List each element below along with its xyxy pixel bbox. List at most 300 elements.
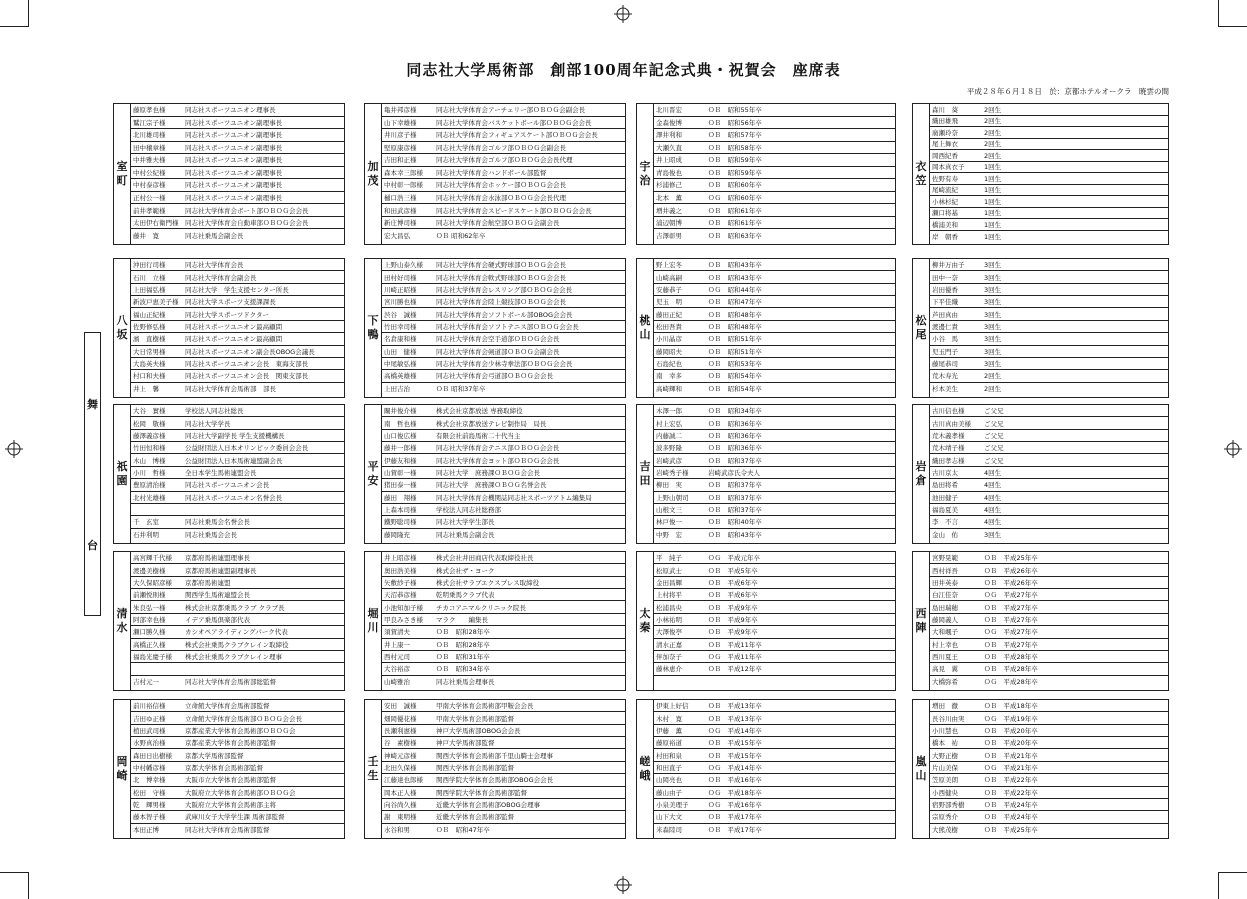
- seat-row: [131, 129, 344, 142]
- guest-name: 片山美保: [932, 763, 958, 772]
- guest-role: 甲南大学体育会馬術部甲鞍会会長: [436, 702, 534, 711]
- guest-role: 1回生: [984, 209, 1002, 218]
- seat-row: [654, 516, 895, 528]
- guest-name: 廣瀬玲奈: [932, 128, 958, 137]
- seat-row: [131, 737, 344, 749]
- seat-row: [930, 430, 1168, 442]
- guest-name: 新波戸恵美子様: [133, 298, 179, 307]
- guest-name: 古川京太: [932, 468, 958, 477]
- guest-name: 橋浦美和: [932, 220, 958, 229]
- guest-name: 正村公一様: [133, 193, 166, 202]
- guest-name: 高崎輝和: [656, 385, 682, 394]
- guest-role: ＯＢ 昭和60年卒: [708, 181, 762, 190]
- seat-row: [654, 492, 895, 504]
- seat-row: [382, 417, 625, 429]
- seat-row: [930, 333, 1168, 345]
- guest-role: イデア乗馬倶楽部代表: [185, 615, 250, 624]
- seat-row: [930, 370, 1168, 382]
- seat-row: [930, 824, 1168, 836]
- guest-name: 上野山朝司: [656, 493, 689, 502]
- guest-name: 大野正樹: [932, 751, 958, 760]
- seat-row: [654, 712, 895, 724]
- guest-name: 西村祥吾: [932, 566, 958, 575]
- guest-name: 小池知加子様: [384, 603, 423, 612]
- guest-name: 岩崎武彦: [656, 456, 682, 465]
- guest-name: 池田健子: [932, 493, 958, 502]
- seat-row: [382, 552, 625, 564]
- guest-role: ＯＧ 平成元年卒: [708, 554, 760, 563]
- guest-name: 木山 博様: [133, 456, 166, 465]
- seat-row: [930, 787, 1168, 799]
- seat-row: [131, 217, 344, 230]
- guest-name: 渡邊美樹様: [133, 566, 166, 575]
- guest-role: ＯＢ 平成9年卒: [708, 603, 758, 612]
- guest-name: 千 玄室: [133, 518, 159, 527]
- stage-label-1: 舞: [87, 397, 98, 411]
- guest-name: 浦辺朝博: [656, 219, 682, 228]
- guest-name: 児玉 明: [656, 298, 682, 307]
- table-name: 平 安: [365, 405, 382, 543]
- seat-row: [930, 454, 1168, 466]
- guest-role: 株式会社京都乗馬クラブ クラブ長: [185, 603, 285, 612]
- guest-role: 同志社大学体育会ソフトボール部OBOG会会長: [436, 310, 573, 319]
- guest-name: 大和颯子: [932, 628, 958, 637]
- seat-row: [131, 725, 344, 737]
- guest-name: 岩崎秀子様: [656, 468, 689, 477]
- guest-name: 米森陸司: [656, 826, 682, 835]
- guest-role: 京都大学体育会馬術部監督: [185, 763, 263, 772]
- seat-row: [382, 787, 625, 799]
- guest-role: 2回生: [984, 117, 1002, 126]
- guest-role: ＯＢ 昭和61年卒: [708, 206, 762, 215]
- crop-mark-top-left: [0, 0, 29, 27]
- guest-name: 奥田浩美様: [384, 566, 417, 575]
- guest-role: 同志社大学体育会バスケットボール部ＯＢＯＧ会会長: [436, 118, 592, 127]
- seat-row: [654, 454, 895, 466]
- guest-role: ＯＢ 平成6年卒: [708, 578, 758, 587]
- seat-row: [131, 308, 344, 320]
- table-6: [636, 258, 896, 398]
- guest-name: 森田日出樹様: [133, 751, 172, 760]
- seat-list: [131, 552, 344, 690]
- seat-row: [131, 142, 344, 155]
- guest-name: 小西健央: [932, 788, 958, 797]
- seat-row: [930, 104, 1168, 116]
- guest-role: ご父兄: [984, 444, 1004, 453]
- guest-role: ＯＧ 平成21年卒: [984, 763, 1038, 772]
- guest-role: 3回生: [984, 261, 1002, 270]
- guest-name: 前井孝範様: [133, 206, 166, 215]
- guest-name: 吉田ゆ正様: [133, 714, 166, 723]
- guest-name: 古川信也様: [932, 407, 965, 416]
- seat-list: [131, 700, 344, 838]
- seat-row: [654, 271, 895, 283]
- seat-row: [654, 383, 895, 395]
- seat-row: [930, 417, 1168, 429]
- guest-role: 近畿大学体育会馬術部OBOG会理事: [436, 801, 541, 810]
- guest-role: 3回生: [984, 310, 1002, 319]
- seat-row: [382, 117, 625, 130]
- guest-role: ＯＢ 平成13年卒: [708, 702, 762, 711]
- guest-name: 尾上舞衣: [932, 140, 958, 149]
- guest-name: 平 純子: [656, 554, 682, 563]
- guest-role: 同志社大学体育会副会長: [185, 273, 257, 282]
- seat-row: [930, 346, 1168, 358]
- seat-row: [131, 700, 344, 712]
- guest-role: 同志社大学スポーツ支援課課長: [185, 298, 276, 307]
- registration-mark-icon: [1224, 440, 1242, 458]
- guest-name: 大澤俊亭: [656, 628, 682, 637]
- seat-row: [654, 529, 895, 541]
- guest-name: 西川夏王: [932, 653, 958, 662]
- guest-name: 荒木義孝様: [932, 431, 965, 440]
- guest-name: 井上昭彦様: [384, 554, 417, 563]
- guest-name: 笠原美朗: [932, 776, 958, 785]
- seat-row: [382, 129, 625, 142]
- seat-row: [654, 217, 895, 230]
- seat-row: [382, 405, 625, 417]
- guest-role: 1回生: [984, 232, 1002, 241]
- guest-role: ＯＢ 昭和43年卒: [708, 531, 762, 540]
- registration-mark-icon: [614, 876, 632, 894]
- guest-role: マラク 編集長: [436, 615, 488, 624]
- guest-role: 3回生: [984, 298, 1002, 307]
- guest-role: ご父兄: [984, 456, 1004, 465]
- guest-name: 増井義之: [656, 206, 682, 215]
- table-16: [113, 699, 345, 839]
- guest-role: ＯＢ 昭和31年卒: [436, 653, 490, 662]
- guest-name: 小川慧也: [932, 726, 958, 735]
- guest-name: 森川 葵: [932, 105, 958, 114]
- guest-role: 岩崎武彦氏令夫人: [708, 468, 760, 477]
- guest-name: 藤原裕道: [656, 739, 682, 748]
- guest-name: 井上昭成: [656, 156, 682, 165]
- guest-name: 植田武司様: [133, 726, 166, 735]
- guest-role: ＯＢ 昭和37年卒: [708, 493, 762, 502]
- table-name: 太 秦: [637, 552, 654, 690]
- guest-role: 同志社スポーツユニオン会長 関東支部長: [185, 372, 309, 381]
- seat-list: [131, 405, 344, 543]
- guest-name: 福島光慶子様: [133, 653, 172, 662]
- seat-list: [654, 259, 895, 397]
- guest-name: 吉澤彰男: [656, 232, 682, 241]
- seat-row: [654, 700, 895, 712]
- seat-row: [930, 231, 1168, 243]
- guest-role: ＯＧ 昭和60年卒: [708, 193, 762, 202]
- seat-row: [131, 333, 344, 345]
- guest-name: 伊藤 薫: [656, 726, 682, 735]
- seat-row: [654, 651, 895, 663]
- seat-row: [654, 308, 895, 320]
- seat-row: [382, 479, 625, 491]
- seat-row: [131, 504, 344, 516]
- guest-name: 藤田正紀: [656, 310, 682, 319]
- seat-row: [654, 204, 895, 217]
- guest-name: 杉浦修己: [656, 181, 682, 190]
- seat-row: [382, 217, 625, 230]
- guest-name: 岡本正人様: [384, 788, 417, 797]
- guest-role: 有限会社前島馬術二十代当主: [436, 431, 521, 440]
- seat-row: [930, 196, 1168, 208]
- seat-row: [131, 479, 344, 491]
- guest-role: 同志社スポーツユニオン副理事長: [185, 143, 283, 152]
- seat-row: [654, 179, 895, 192]
- guest-name: 渡邊仁貴: [932, 322, 958, 331]
- seat-row: [930, 601, 1168, 613]
- guest-role: ＯＧ 平成11年卒: [708, 653, 762, 662]
- guest-role: 3回生: [984, 273, 1002, 282]
- seat-row: [131, 577, 344, 589]
- seat-row: [654, 626, 895, 638]
- table-name: 桃 山: [637, 259, 654, 397]
- guest-name: 李 不言: [932, 518, 958, 527]
- guest-name: 宗原秀介: [932, 813, 958, 822]
- seat-row: [382, 383, 625, 395]
- date-venue: 平成２８年６月１８日 於：京都ホテルオークラ 暁雲の間: [966, 87, 1169, 96]
- guest-name: 瀬口将基: [932, 209, 958, 218]
- guest-role: 近畿大学体育会馬術部監督: [436, 813, 514, 822]
- table-10: [636, 404, 896, 544]
- guest-role: チカコアニマルクリニック院長: [436, 603, 527, 612]
- guest-name: 藤林恵介: [656, 665, 682, 674]
- table-name: 堀 川: [365, 552, 382, 690]
- guest-name: 水谷和男: [384, 826, 410, 835]
- guest-role: 3回生: [984, 322, 1002, 331]
- guest-role: ＯＢ 平成25年卒: [984, 554, 1038, 563]
- table-0: [113, 103, 345, 245]
- guest-name: 金森俊博: [656, 118, 682, 127]
- guest-role: ＯＢ 昭和48年卒: [708, 310, 762, 319]
- guest-role: 同志社大学体育会ソフトテニス部ＯＢＯＧ会会長: [436, 322, 579, 331]
- seat-row: [382, 259, 625, 271]
- guest-name: 松田 守様: [133, 788, 166, 797]
- guest-role: ＯＢ 昭和59年卒: [708, 156, 762, 165]
- guest-role: 同志社大学体育会ハンドボール部監督: [436, 168, 547, 177]
- guest-name: 高橋英雄様: [384, 372, 417, 381]
- guest-role: 1回生: [984, 197, 1002, 206]
- seat-list: [654, 552, 895, 690]
- guest-name: 藤岡昭夫: [656, 347, 682, 356]
- seat-row: [382, 725, 625, 737]
- guest-role: ＯＧ 平成27年卒: [984, 591, 1038, 600]
- guest-role: 京都産業大学体育会馬術部監督: [185, 739, 276, 748]
- guest-role: 株式会社井田商店代表取締役社長: [436, 554, 534, 563]
- guest-role: 同志社スポーツユニオン最高顧問: [185, 322, 283, 331]
- guest-name: 白江佳奈: [932, 591, 958, 600]
- seat-row: [131, 104, 344, 117]
- seat-row: [382, 749, 625, 761]
- guest-role: 1回生: [984, 174, 1002, 183]
- seat-row: [131, 614, 344, 626]
- seat-row: [930, 219, 1168, 231]
- seat-list: [654, 104, 895, 244]
- guest-role: 同志社スポーツユニオン副理事長: [185, 193, 283, 202]
- guest-role: ＯＢ 昭和43年卒: [708, 273, 762, 282]
- guest-name: 佐野有寿: [932, 174, 958, 183]
- seat-row: [382, 284, 625, 296]
- seat-row: [654, 799, 895, 811]
- guest-name: 田中一奈: [932, 273, 958, 282]
- guest-name: 川崎正昭様: [384, 285, 417, 294]
- guest-name: 大熊茂樹: [932, 826, 958, 835]
- seat-row: [930, 811, 1168, 823]
- guest-name: 安田 誠様: [384, 702, 417, 711]
- table-5: [364, 258, 626, 398]
- seat-row: [131, 430, 344, 442]
- seat-row: [382, 762, 625, 774]
- guest-name: 豊原清治様: [133, 481, 166, 490]
- table-4: [113, 258, 345, 398]
- guest-name: 中井雅夫様: [133, 156, 166, 165]
- guest-role: 学校法人同志社総務部: [436, 506, 501, 515]
- guest-role: 立命館大学体育会馬術部監督: [185, 702, 270, 711]
- seat-row: [930, 737, 1168, 749]
- guest-name: 福島夏美: [932, 506, 958, 515]
- guest-role: ＯＧ 平成18年卒: [708, 788, 762, 797]
- guest-role: 同志社大学学長: [185, 419, 231, 428]
- guest-role: 2回生: [984, 372, 1002, 381]
- table-name: 祇 園: [114, 405, 131, 543]
- guest-name: 岡西紀香: [932, 151, 958, 160]
- guest-name: 阿部幸也様: [133, 615, 166, 624]
- seat-row: [654, 589, 895, 601]
- guest-role: 同志社大学学生部長: [436, 518, 495, 527]
- seat-list: [654, 405, 895, 543]
- guest-role: ＯＢ 平成24年卒: [984, 801, 1038, 810]
- guest-name: 和田武彦様: [384, 206, 417, 215]
- table-name: 衣 笠: [913, 104, 930, 244]
- guest-name: 伊藤友和様: [384, 456, 417, 465]
- seat-row: [382, 564, 625, 576]
- guest-name: 井川彦子様: [384, 131, 417, 140]
- guest-role: ご父兄: [984, 419, 1004, 428]
- guest-role: 京都大学馬術部監督: [185, 751, 244, 760]
- guest-name: 朱良弘一様: [133, 603, 166, 612]
- guest-role: ＯＧ 平成19年卒: [984, 714, 1038, 723]
- guest-role: 京都府馬術連盟副理事長: [185, 566, 257, 575]
- seat-row: [930, 749, 1168, 761]
- guest-name: 野上宏冬: [656, 261, 682, 270]
- guest-name: 上田福弘様: [133, 285, 166, 294]
- guest-role: 同志社大学体育会剣道部ＯＢＯＧ会副会長: [436, 347, 560, 356]
- guest-role: 同志社大学体育会ゴルフ部ＯＢＯＧ会会長代理: [436, 156, 573, 165]
- guest-name: 藤井一郎様: [384, 444, 417, 453]
- guest-role: 関西大学体育会馬術部千里山騎士会理事: [436, 751, 553, 760]
- guest-role: 株式会社京都放送 専務取締役: [436, 407, 523, 416]
- seat-row: [131, 358, 344, 370]
- seat-row: [382, 676, 625, 688]
- guest-name: 松原武士: [656, 566, 682, 575]
- seat-row: [131, 192, 344, 205]
- seat-row: [382, 614, 625, 626]
- guest-name: 宿野部秀樹: [932, 801, 965, 810]
- guest-name: 中野 宏: [656, 531, 682, 540]
- seat-row: [131, 370, 344, 382]
- seat-row: [382, 824, 625, 836]
- guest-name: 中尾敏弘様: [384, 360, 417, 369]
- seat-row: [382, 799, 625, 811]
- guest-role: 神戸大学馬術部監督: [436, 739, 495, 748]
- guest-name: 岩田優香: [932, 285, 958, 294]
- guest-name: 木澤一郎: [656, 407, 682, 416]
- guest-role: ＯＢ 昭和54年卒: [708, 372, 762, 381]
- guest-role: 株式会社乗馬クラブクレイン取締役: [185, 640, 289, 649]
- registration-mark-icon: [5, 440, 23, 458]
- guest-role: 3回生: [984, 360, 1002, 369]
- guest-name: 山岡亮也: [656, 776, 682, 785]
- seat-row: [930, 442, 1168, 454]
- guest-name: 太田伊右衛門様: [133, 219, 179, 228]
- seat-row: [930, 271, 1168, 283]
- guest-name: 中村泰彦様: [133, 181, 166, 190]
- seat-row: [654, 370, 895, 382]
- guest-role: ＯＢ 昭和43年卒: [708, 261, 762, 270]
- guest-role: ＯＢ 平成15年卒: [708, 751, 762, 760]
- guest-role: 同志社大学体育会少林寺拳法部ＯＢＯＧ会会長: [436, 360, 573, 369]
- table-14: [636, 551, 896, 691]
- guest-role: 同志社スポーツユニオン副理事長: [185, 118, 283, 127]
- guest-name: 岡本真衣子: [932, 163, 965, 172]
- guest-name: 山田 健様: [384, 347, 417, 356]
- table-name: 八 坂: [114, 259, 131, 397]
- guest-role: ＯＢ 平成16年卒: [708, 776, 762, 785]
- guest-role: ＯＢ 平成27年卒: [984, 603, 1038, 612]
- guest-role: 関西大学体育会馬術部監督: [436, 763, 514, 772]
- guest-name: 瀬口勝久様: [133, 628, 166, 637]
- seat-row: [930, 208, 1168, 220]
- guest-role: ＯＢ 平成22年卒: [984, 788, 1038, 797]
- seat-row: [654, 117, 895, 130]
- guest-role: ＯＢ 昭和53年卒: [708, 360, 762, 369]
- seat-row: [654, 417, 895, 429]
- guest-role: 全日本学生馬術連盟会長: [185, 468, 257, 477]
- guest-role: 同志社大学 庶務課ＯＢＯＧ会会長: [436, 468, 540, 477]
- table-13: [364, 551, 626, 691]
- guest-role: ＯＧ 昭和44年卒: [708, 285, 762, 294]
- guest-name: 増田 徹: [932, 702, 958, 711]
- guest-role: カシオペアライディングパーク代表: [185, 628, 288, 637]
- guest-role: 同志社スポーツユニオン名誉会長: [185, 493, 283, 502]
- guest-role: ＯＢ 平成21年卒: [984, 751, 1038, 760]
- seat-row: [930, 284, 1168, 296]
- seat-row: [131, 271, 344, 283]
- seat-row: [654, 504, 895, 516]
- table-8: [113, 404, 345, 544]
- seat-row: [930, 651, 1168, 663]
- guest-name: 鐵野聡司様: [384, 518, 417, 527]
- guest-name: 橋本 祐: [932, 739, 958, 748]
- seat-row: [930, 774, 1168, 786]
- seat-row: [930, 127, 1168, 139]
- seat-row: [654, 321, 895, 333]
- guest-role: 同志社スポーツユニオン会長: [185, 481, 270, 490]
- guest-name: 上田吉治: [384, 385, 410, 394]
- seat-row: [654, 129, 895, 142]
- seat-row: [131, 467, 344, 479]
- table-name: 壬 生: [365, 700, 382, 838]
- seat-row: [930, 139, 1168, 151]
- guest-role: 4回生: [984, 518, 1002, 527]
- guest-role: 京都産業大学体育会馬術部ＯＢＯＧ会: [185, 726, 296, 735]
- guest-name: 樋口浩三様: [384, 193, 417, 202]
- guest-name: 天沼恭彦様: [384, 591, 417, 600]
- guest-name: 上村将平: [656, 591, 682, 600]
- guest-name: 矢敷紗子様: [384, 578, 417, 587]
- seat-row: [930, 185, 1168, 197]
- guest-role: 大阪府立大学体育会馬術部ＯＢＯＧ会: [185, 788, 296, 797]
- guest-name: 芦田真由: [932, 310, 958, 319]
- seat-list: [930, 552, 1168, 690]
